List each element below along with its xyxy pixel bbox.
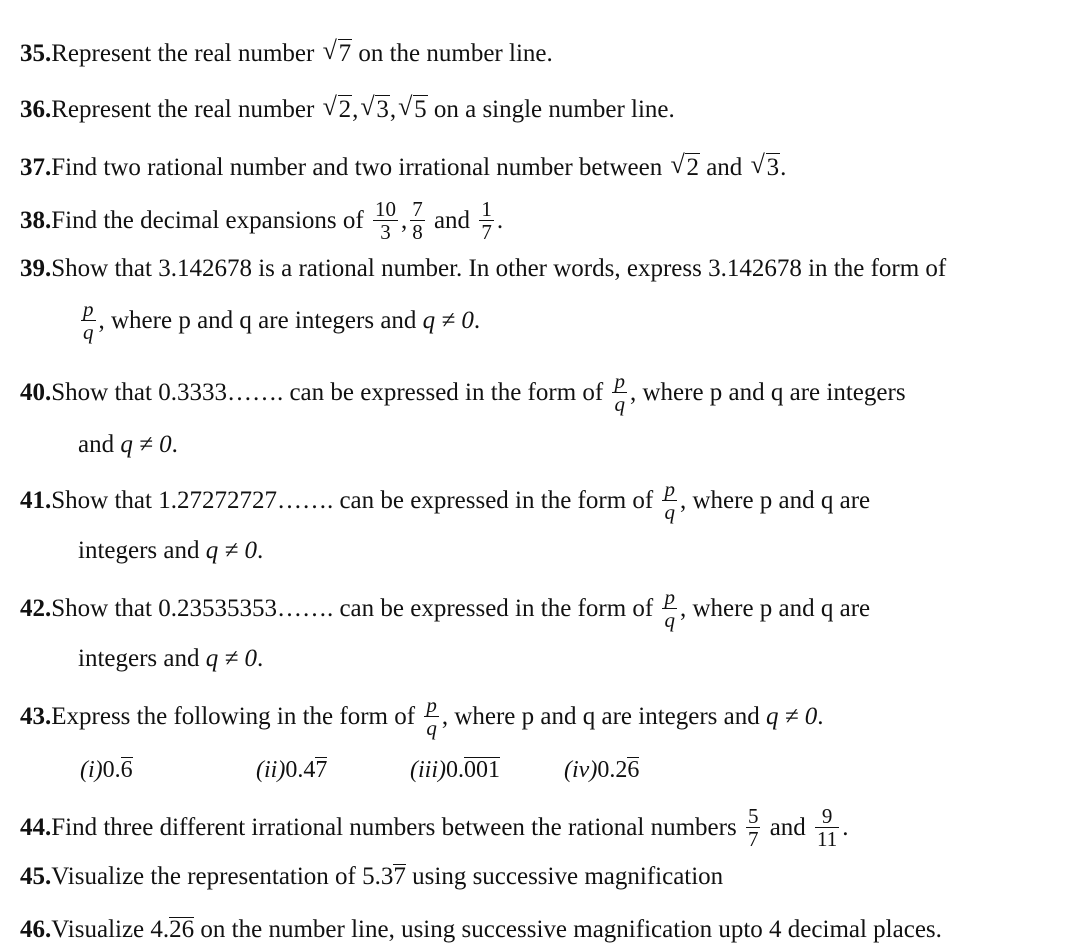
fraction: $\frac{9}{11}$ bbox=[817, 804, 838, 851]
condition: q ≠ 0 bbox=[205, 645, 257, 672]
question-number: 45. bbox=[20, 863, 52, 890]
question-number: 46. bbox=[20, 916, 52, 943]
question-43: 43.Express the following in the form of $\frac{p}{q}$ , where p and q are integers and q ≠ 0. bbox=[20, 693, 824, 740]
sqrt-expression: √ 3 bbox=[360, 92, 389, 123]
condition: q ≠ 0 bbox=[120, 431, 172, 458]
question-45: 45.Visualize the representation of 5.37 using successive magnification bbox=[20, 863, 724, 890]
fraction: $\frac{p}{q}$ bbox=[426, 693, 437, 740]
question-number: 43. bbox=[20, 703, 52, 731]
question-text: Show that 3.142678 is a rational number. In other words, express 3.142678 in the form of bbox=[51, 255, 947, 282]
condition: q ≠ 0 bbox=[422, 307, 474, 335]
question-text: Show that 0.3333……. can be expressed in the form of bbox=[51, 379, 610, 407]
part-ii: (ii)0.47 bbox=[256, 757, 328, 783]
question-41: 41.Show that 1.27272727……. can be expressed in the form of $\frac{p}{q}$ , where p and q are bbox=[20, 477, 871, 524]
question-text: Visualize the representation of bbox=[51, 863, 363, 890]
question-number: 38. bbox=[20, 207, 52, 235]
question-number: 37. bbox=[20, 154, 52, 181]
question-number: 35. bbox=[20, 40, 52, 67]
question-35 bbox=[20, 36, 553, 69]
question-number: 41. bbox=[20, 487, 52, 515]
fraction: $\frac{1}{7}$ bbox=[481, 197, 492, 244]
question-40: 40.Show that 0.3333……. can be expressed in the form of $\frac{p}{q}$ , where p and q are integers bbox=[20, 369, 906, 416]
sqrt-expression: √ 3 bbox=[750, 150, 780, 181]
question-text: Visualize bbox=[51, 916, 151, 943]
question-text: Show that 1.27272727……. can be expressed in the form of bbox=[51, 487, 660, 515]
fraction: $\frac{p}{q}$ bbox=[83, 297, 94, 344]
fraction: $\frac{p}{q}$ bbox=[664, 477, 675, 524]
question-36: 36.Represent the real number √ 2, √ 3, √ 5 on a single number line. bbox=[20, 92, 675, 123]
question-41-cont: integers and q ≠ 0. bbox=[78, 537, 264, 564]
question-number: 36. bbox=[20, 96, 52, 123]
question-text: Represent the real number bbox=[51, 40, 321, 67]
question-37: 37.Find two rational number and two irrational number between √ 2 and √ 3. bbox=[20, 150, 787, 181]
question-text: on the number line. bbox=[352, 40, 553, 67]
question-number: 42. bbox=[20, 595, 52, 623]
question-text: Find three different irrational numbers between the rational numbers bbox=[51, 814, 743, 842]
question-text: Find two rational number and two irrational number between bbox=[51, 154, 669, 181]
part-iv: (iv)0.26 bbox=[564, 757, 640, 783]
sqrt-expression: √ 2 bbox=[670, 150, 699, 181]
question-text: Show that 0.23535353……. can be expressed in the form of bbox=[51, 595, 660, 623]
question-42-cont: integers and q ≠ 0. bbox=[78, 645, 264, 672]
fraction: $\frac{10}{3}$ bbox=[374, 197, 396, 244]
sqrt-expression: √ 2 bbox=[322, 92, 352, 123]
question-number: 39. bbox=[20, 255, 52, 282]
condition: q ≠ 0 bbox=[766, 703, 818, 731]
question-number: 44. bbox=[20, 814, 52, 842]
question-46: 46.Visualize 4.26 on the number line, using successive magnification upto 4 decimal places. bbox=[20, 916, 942, 943]
fraction: $\frac{p}{q}$ bbox=[614, 369, 625, 416]
part-i: (i)0.6 bbox=[80, 757, 133, 783]
question-38: 38.Find the decimal expansions of $\frac{10}{3}$ , $\frac{7}{8}$ and $\frac{1}{7}$ . bbox=[20, 197, 504, 244]
sqrt-expression: √ 5 bbox=[398, 92, 427, 123]
question-39-cont: $\frac{p}{q}$ , where p and q are integers and q ≠ 0. bbox=[83, 297, 481, 344]
part-iii: (iii)0.001 bbox=[410, 757, 500, 783]
question-text: Represent the real number bbox=[51, 96, 321, 123]
condition: q ≠ 0 bbox=[205, 537, 257, 564]
question-number: 40. bbox=[20, 379, 52, 407]
question-text: Express the following in the form of bbox=[51, 703, 422, 731]
question-text: on a single number line. bbox=[427, 96, 675, 123]
question-44: 44.Find three different irrational numbers between the rational numbers $\frac{5}{7}$ and $\frac{9}{11}$ . bbox=[20, 804, 849, 851]
question-42: 42.Show that 0.23535353……. can be expressed in the form of $\frac{p}{q}$ , where p and q are bbox=[20, 585, 871, 632]
sqrt-expression: √ 7 bbox=[322, 36, 352, 67]
fraction: $\frac{p}{q}$ bbox=[664, 585, 675, 632]
fraction: $\frac{5}{7}$ bbox=[747, 804, 759, 851]
fraction: $\frac{7}{8}$ bbox=[412, 197, 423, 244]
question-40-cont: and q ≠ 0. bbox=[78, 431, 178, 458]
question-text: Find the decimal expansions of bbox=[51, 207, 370, 235]
question-39 bbox=[20, 254, 946, 284]
